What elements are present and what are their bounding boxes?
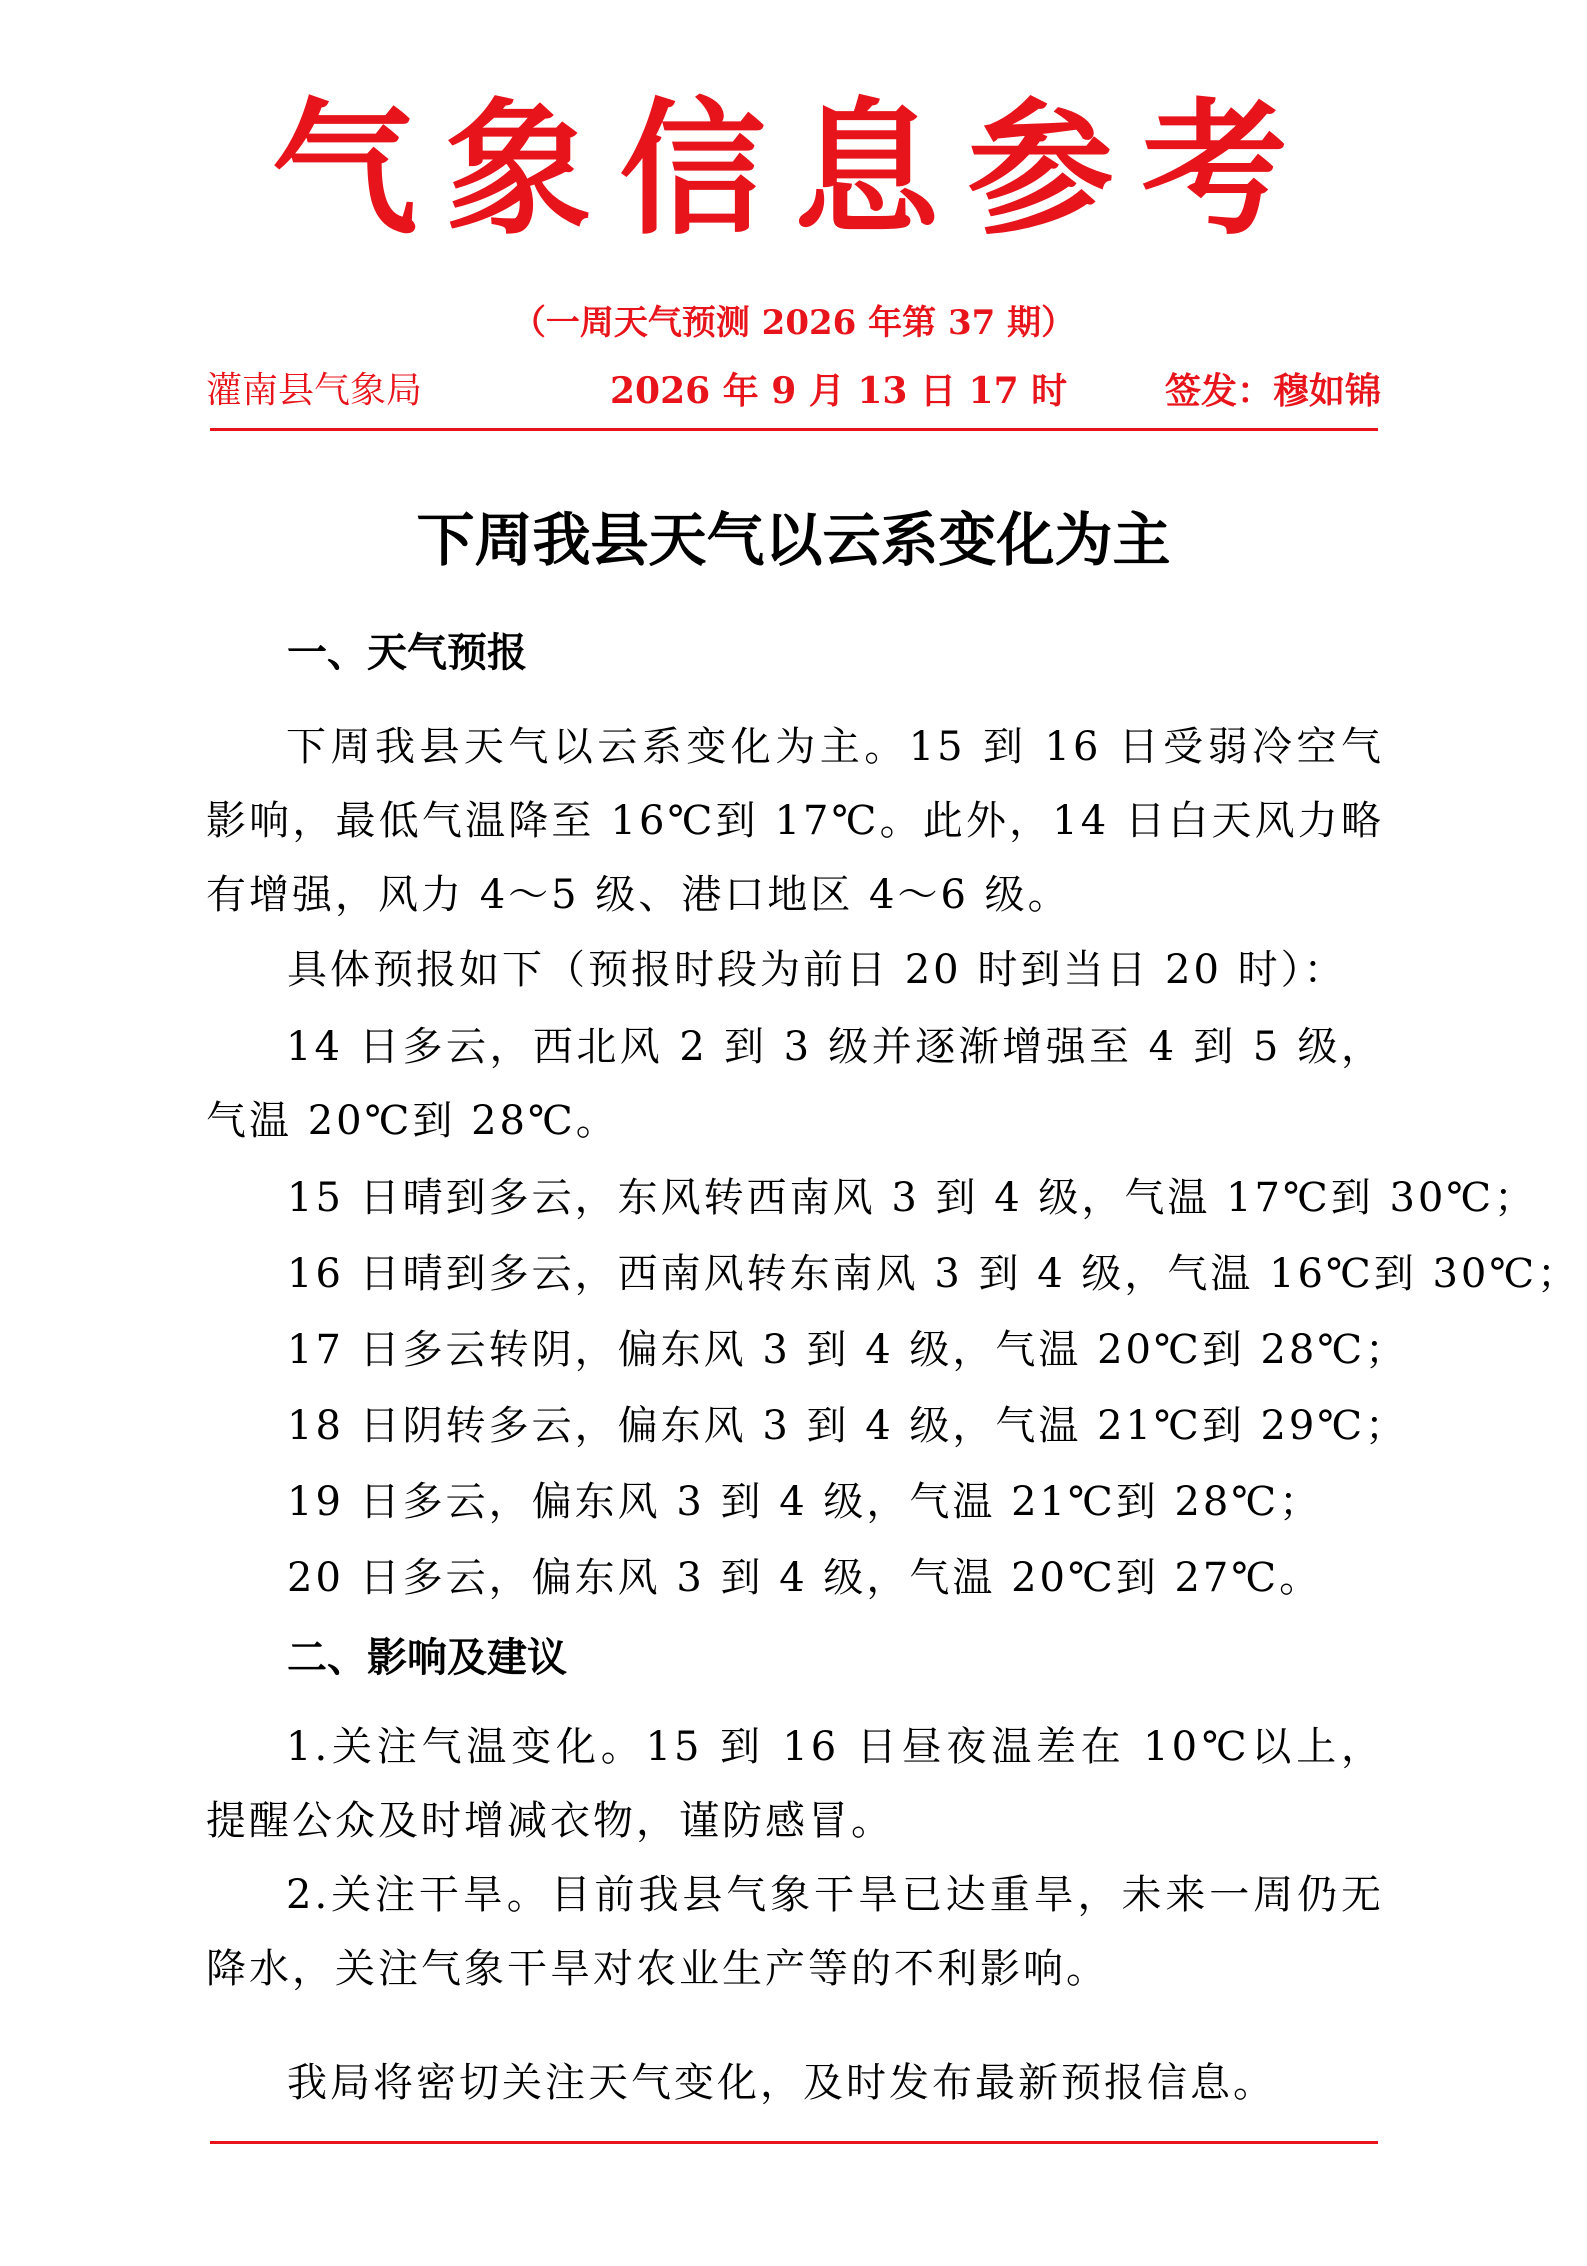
forecast-day-14: 14 日多云，西北风 2 到 3 级并逐渐增强至 4 到 5 级，气温 20℃到 28℃。 [206,1024,1384,1144]
page-title: 下周我县天气以云系变化为主 [416,506,1171,574]
forecast-day-16: 16 日晴到多云，西南风转东南风 3 到 4 级，气温 16℃到 30℃； [287,1251,1581,1297]
footer-divider [210,2141,1378,2144]
forecast-day-15: 15 日晴到多云，东风转西南风 3 到 4 级，气温 17℃到 30℃； [287,1175,1538,1221]
section-heading-forecast: 一、天气预报 [287,630,527,676]
forecast-summary: 下周我县天气以云系变化为主。15 到 16 日受弱冷空气影响，最低气温降至 16℃到 17℃。此外，14 日白天风力略有增强，风力 4～5 级、港口地区 4～6 级。 [206,724,1384,918]
agency-name: 灌南县气象局 [206,370,423,411]
header-divider [210,428,1378,431]
forecast-day-17: 17 日多云转阴，偏东风 3 到 4 级，气温 20℃到 28℃； [287,1327,1409,1373]
signer: 签发：穆如锦 [1164,370,1381,412]
issue-line: （一周天气预测 2026 年第 37 期） [511,303,1076,343]
closing-statement: 我局将密切关注天气变化，及时发布最新预报信息。 [287,2060,1276,2106]
forecast-day-19: 19 日多云，偏东风 3 到 4 级，气温 21℃到 28℃； [287,1479,1323,1525]
forecast-day-20: 20 日多云，偏东风 3 到 4 级，气温 20℃到 27℃。 [287,1555,1323,1601]
issue-date: 2026 年 9 月 13 日 17 时 [610,370,1068,412]
advice-item-2: 2.关注干旱。目前我县气象干旱已达重旱，未来一周仍无降水，关注气象干旱对农业生产等的不利影响。 [206,1872,1384,1992]
section-heading-advice: 二、影响及建议 [287,1635,567,1681]
masthead-title: 气象信息参考 [271,85,1316,255]
advice-item-1: 1.关注气温变化。15 到 16 日昼夜温差在 10℃以上，提醒公众及时增减衣物，谨防感冒。 [206,1724,1384,1844]
forecast-intro: 具体预报如下（预报时段为前日 20 时到当日 20 时）： [287,947,1347,993]
forecast-day-18: 18 日阴转多云，偏东风 3 到 4 级，气温 21℃到 29℃； [287,1403,1409,1449]
